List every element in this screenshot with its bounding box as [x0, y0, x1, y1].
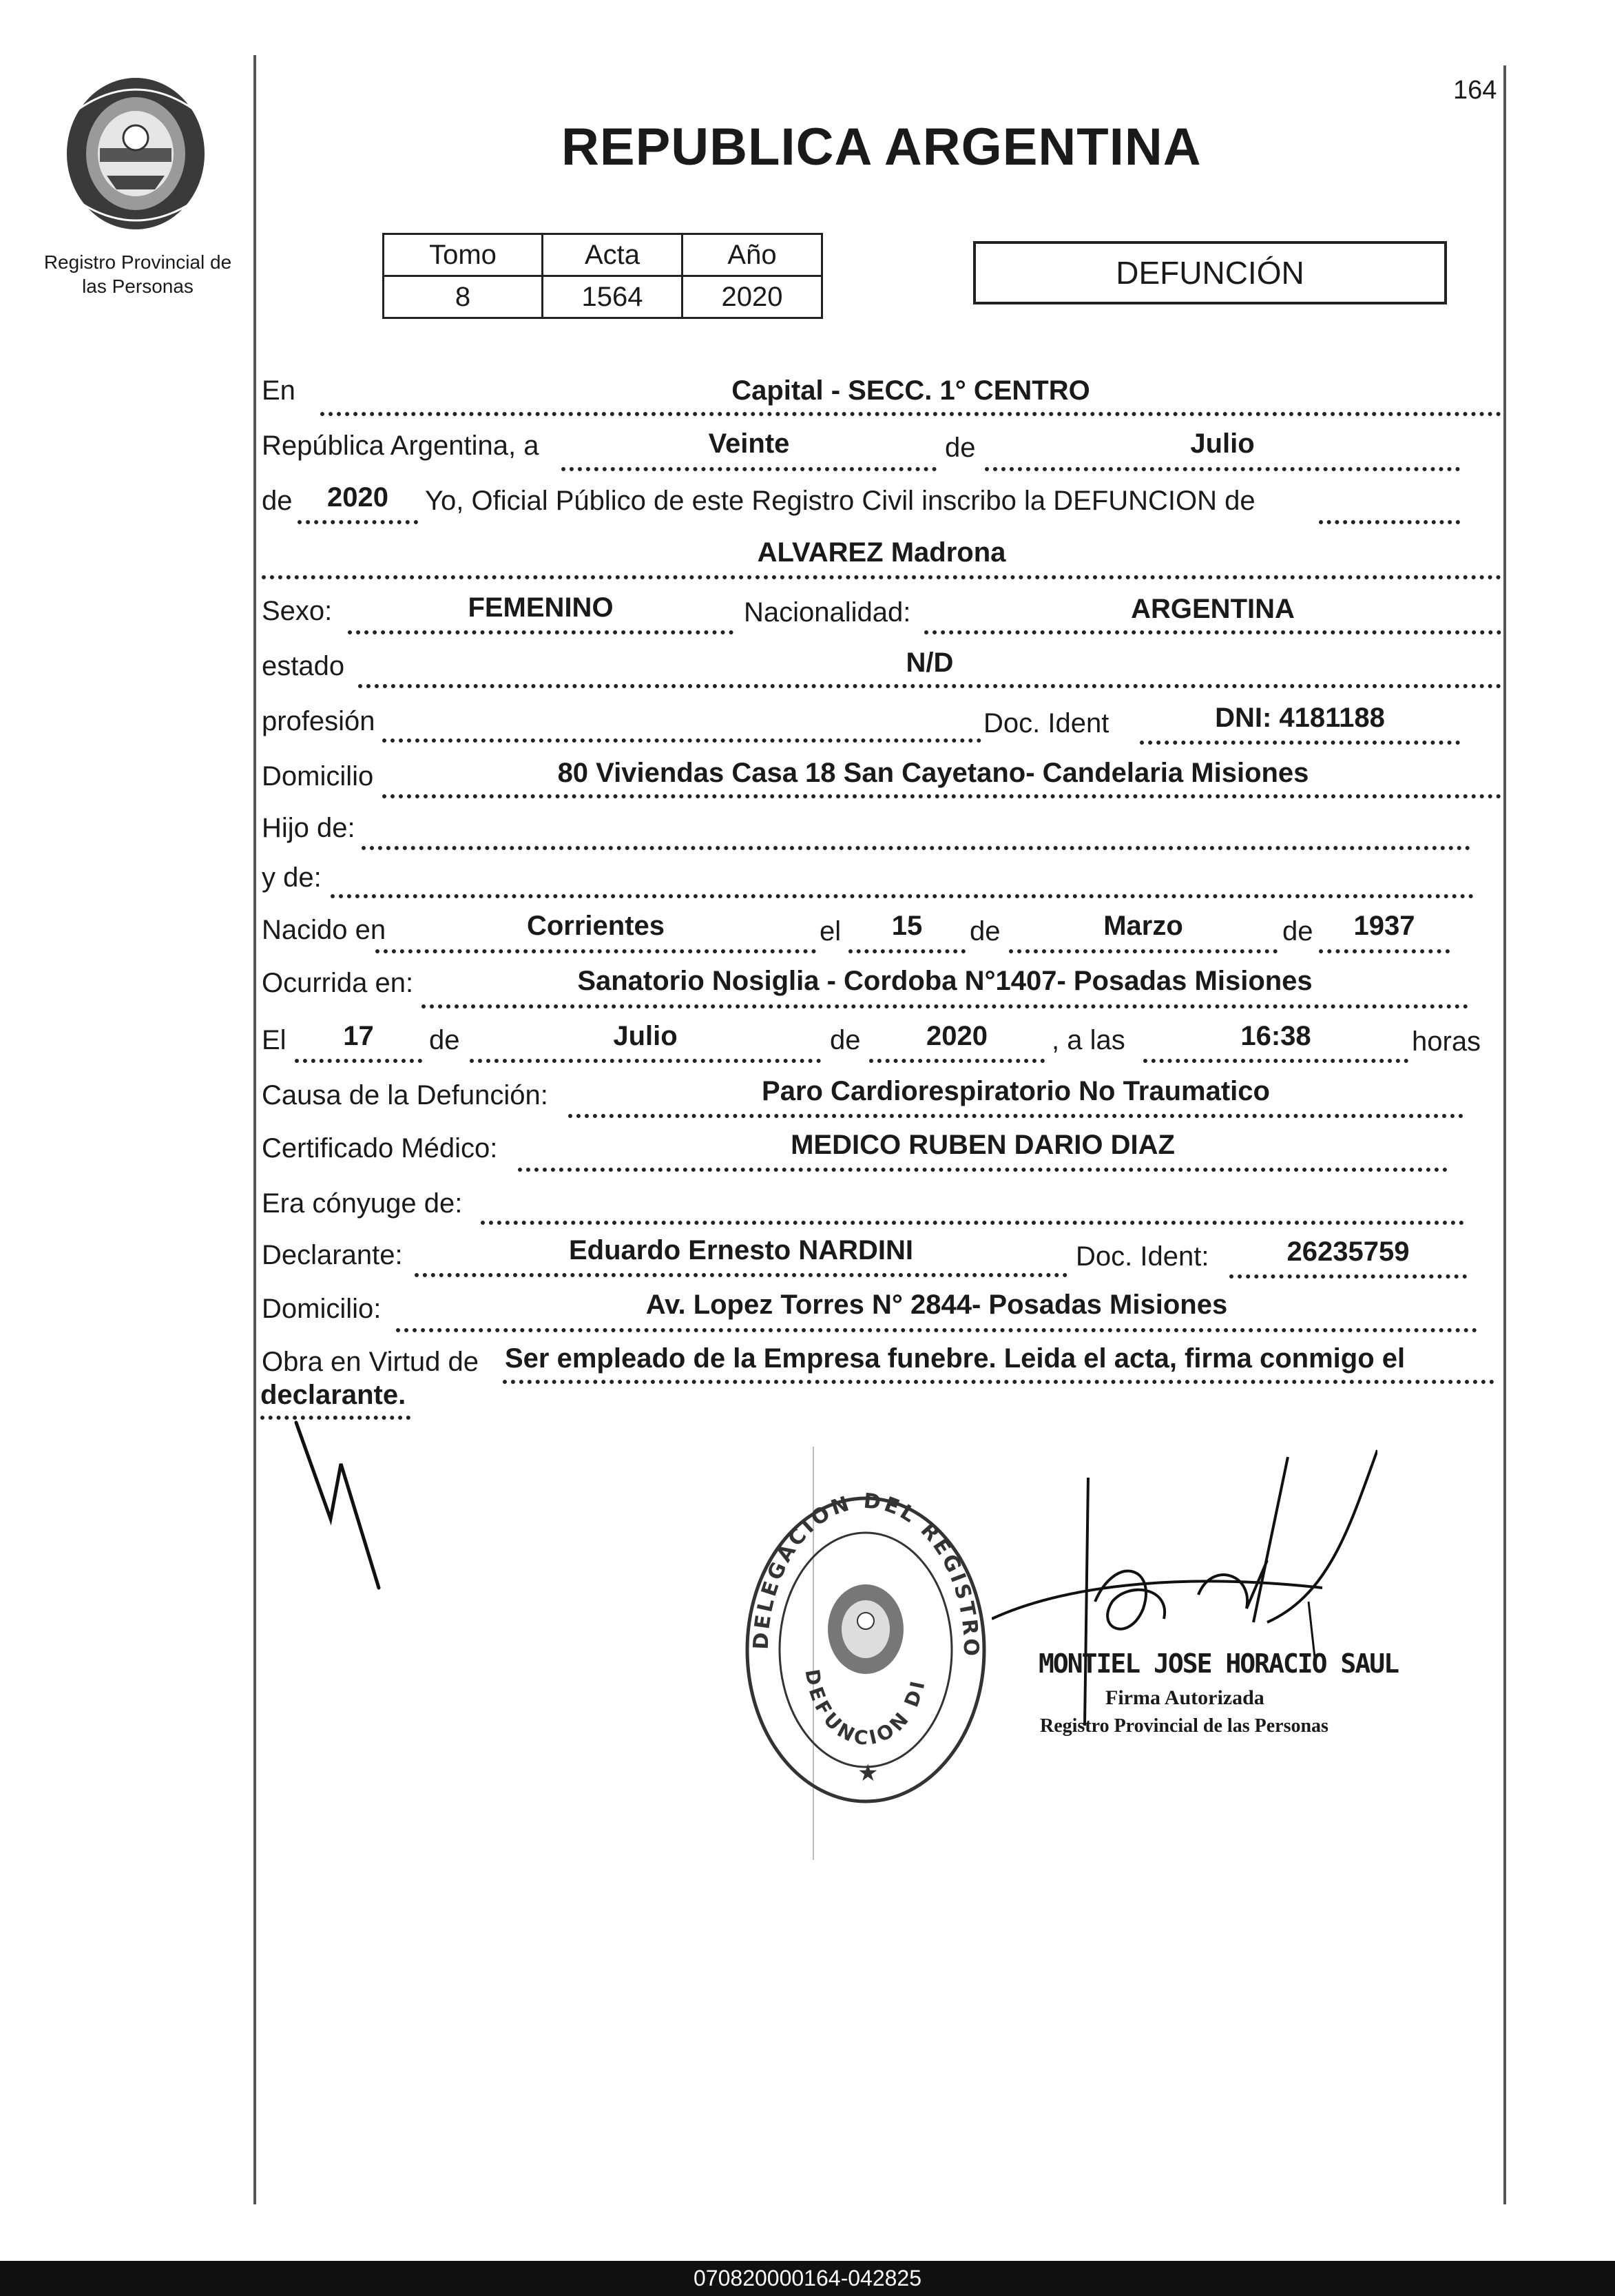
- nacionalidad-line: [924, 630, 1501, 634]
- domicilio-label: Domicilio: [262, 761, 374, 792]
- hijo-label: Hijo de:: [262, 813, 355, 843]
- obra-value-line1[interactable]: Ser empleado de la Empresa funebre. Leida el acta, firma conmigo el: [505, 1343, 1406, 1374]
- decl-doc-label: Doc. Ident:: [1076, 1241, 1209, 1272]
- birth-day-line: [848, 949, 966, 953]
- nacionalidad-value[interactable]: ARGENTINA: [1131, 594, 1295, 624]
- hijo-line: [362, 846, 1470, 850]
- obra-label: Obra en Virtud de: [262, 1347, 479, 1377]
- en-line: [320, 412, 1501, 416]
- certificado-label: Certificado Médico:: [262, 1133, 498, 1163]
- oficial-tail-line: [1319, 520, 1460, 524]
- act-number-table: [382, 233, 823, 319]
- tomo-value: 8: [384, 276, 543, 318]
- doc-ident-value[interactable]: DNI: 4181188: [1215, 703, 1385, 733]
- ocurrida-line: [421, 1004, 1468, 1009]
- right-margin-rule: [1503, 65, 1506, 2204]
- republica-label: República Argentina, a: [262, 431, 539, 461]
- domicilio-line: [382, 794, 1501, 798]
- alas-label: , a las: [1052, 1025, 1125, 1055]
- decl-domicilio-line: [396, 1328, 1477, 1332]
- act-type: DEFUNCIÓN: [1116, 255, 1304, 291]
- sexo-label: Sexo:: [262, 596, 333, 626]
- acta-header: Acta: [543, 234, 683, 276]
- causa-label: Causa de la Defunción:: [262, 1080, 548, 1110]
- horas-label: horas: [1412, 1026, 1481, 1057]
- registry-name-line2: las Personas: [82, 276, 194, 297]
- death-month-line: [470, 1059, 821, 1063]
- y-de-line: [331, 894, 1474, 898]
- doc-ident-line: [1140, 741, 1460, 745]
- decl-domicilio-value[interactable]: Av. Lopez Torres N° 2844- Posadas Misiones: [645, 1290, 1228, 1320]
- ocurrida-label: Ocurrida en:: [262, 968, 414, 998]
- sexo-line: [348, 630, 733, 634]
- declarante-line: [415, 1273, 1067, 1277]
- decl-doc-value[interactable]: 26235759: [1286, 1237, 1410, 1267]
- registrar-role: Firma Autorizada: [1105, 1686, 1264, 1709]
- day-line: [561, 467, 937, 471]
- ano-header: Año: [683, 234, 822, 276]
- birth-year[interactable]: 1937: [1353, 911, 1415, 941]
- el2-label: El: [262, 1025, 286, 1055]
- year-value[interactable]: 2020: [327, 482, 388, 513]
- tomo-header: Tomo: [384, 234, 543, 276]
- death-time[interactable]: 16:38: [1240, 1021, 1311, 1051]
- en-value[interactable]: Capital - SECC. 1° CENTRO: [731, 375, 1090, 406]
- conyuge-label: Era cónyuge de:: [262, 1188, 463, 1219]
- death-de2-label: de: [830, 1025, 861, 1055]
- estado-value[interactable]: N/D: [906, 648, 954, 678]
- sexo-value[interactable]: FEMENINO: [468, 592, 614, 623]
- death-day-line: [295, 1059, 422, 1063]
- estado-label: estado: [262, 651, 345, 681]
- en-label: En: [262, 375, 295, 406]
- month-value[interactable]: Julio: [1190, 428, 1255, 459]
- ocurrida-value[interactable]: Sanatorio Nosiglia - Cordoba N°1407- Posadas Misiones: [577, 966, 1313, 996]
- doc-ident-label: Doc. Ident: [983, 708, 1109, 738]
- act-type-box: [973, 241, 1447, 304]
- ano-value: 2020: [683, 276, 822, 318]
- name-line: [262, 575, 1501, 579]
- decl-doc-line: [1229, 1274, 1467, 1279]
- day-value[interactable]: Veinte: [708, 428, 790, 459]
- death-de1-label: de: [429, 1025, 460, 1055]
- acta-value: 1564: [543, 276, 683, 318]
- death-time-line: [1143, 1059, 1408, 1063]
- registrar-signature: [992, 1436, 1377, 1808]
- de-label: de: [945, 433, 976, 463]
- birth-de1-label: de: [970, 916, 1001, 947]
- certificado-value[interactable]: MEDICO RUBEN DARIO DIAZ: [791, 1130, 1175, 1160]
- misiones-coat-of-arms-icon: [59, 72, 213, 234]
- nacido-label: Nacido en: [262, 915, 386, 945]
- nacido-line: [375, 949, 816, 953]
- birth-de2-label: de: [1282, 916, 1313, 947]
- obra-value-line2[interactable]: declarante.: [260, 1380, 406, 1410]
- causa-line: [568, 1114, 1463, 1118]
- nacionalidad-label: Nacionalidad:: [744, 597, 911, 628]
- decl-domicilio-label: Domicilio:: [262, 1294, 382, 1324]
- registrar-name: MONTIEL JOSE HORACIO SAUL: [1039, 1648, 1398, 1679]
- year-line: [298, 520, 418, 524]
- el-label: el: [820, 916, 842, 947]
- oficial-text: Yo, Oficial Público de este Registro Civil inscribo la DEFUNCION de: [425, 486, 1255, 516]
- footer-bar: [0, 2261, 1615, 2296]
- birth-month-line: [1009, 949, 1278, 953]
- footer-code: 070820000164-042825: [694, 2266, 921, 2290]
- estado-line: [358, 684, 1501, 688]
- deceased-name[interactable]: ALVAREZ Madrona: [757, 537, 1006, 568]
- causa-value[interactable]: Paro Cardiorespiratorio No Traumatico: [762, 1076, 1270, 1106]
- declarante-value[interactable]: Eduardo Ernesto NARDINI: [568, 1235, 914, 1265]
- stamp-coat-of-arms-icon: [828, 1584, 904, 1674]
- left-margin-rule: [253, 55, 256, 2204]
- death-day[interactable]: 17: [343, 1021, 374, 1051]
- profesion-line: [382, 738, 981, 743]
- death-year[interactable]: 2020: [926, 1021, 988, 1051]
- declarante-label: Declarante:: [262, 1240, 403, 1270]
- de-year-label: de: [262, 486, 293, 516]
- stamp-inner-text: DEFUNCION DI: [800, 1667, 930, 1750]
- stamp-star-icon: ★: [857, 1760, 879, 1786]
- y-de-label: y de:: [262, 862, 322, 893]
- stamp-outer-text: DELEGACION DEL REGISTRO: [749, 1491, 983, 1659]
- domicilio-value[interactable]: 80 Viviendas Casa 18 San Cayetano- Candelaria Misiones: [557, 758, 1309, 788]
- declarant-signature: [275, 1416, 399, 1595]
- registry-stamp: [740, 1491, 992, 1808]
- birth-month[interactable]: Marzo: [1103, 911, 1183, 941]
- obra-line: [503, 1380, 1494, 1384]
- month-line: [985, 467, 1460, 471]
- page-number: 164: [1453, 76, 1497, 105]
- nacido-value[interactable]: Corrientes: [526, 911, 665, 941]
- certificado-line: [518, 1168, 1448, 1172]
- registry-name-line1: Registro Provincial de: [43, 251, 232, 273]
- registrar-institution: Registro Provincial de las Personas: [1040, 1715, 1329, 1737]
- profesion-label: profesión: [262, 706, 375, 736]
- death-month[interactable]: Julio: [613, 1021, 678, 1051]
- province-logo: [59, 72, 213, 234]
- birth-day[interactable]: 15: [891, 911, 923, 941]
- death-year-line: [869, 1059, 1045, 1063]
- conyuge-line: [481, 1221, 1464, 1225]
- document-title: REPUBLICA ARGENTINA: [561, 118, 1202, 176]
- birth-year-line: [1319, 949, 1450, 953]
